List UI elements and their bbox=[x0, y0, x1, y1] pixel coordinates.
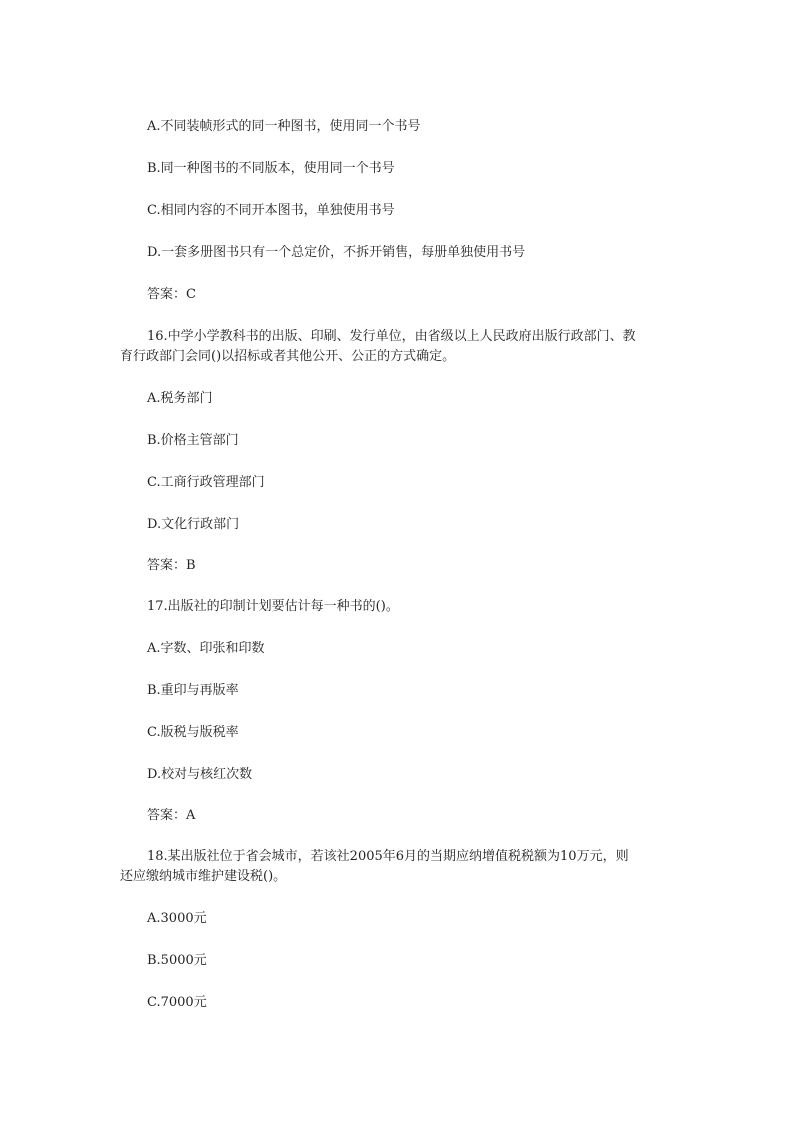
q16-option-b: B.价格主管部门 bbox=[147, 433, 239, 448]
q15-answer: 答案：C bbox=[147, 287, 196, 302]
q17-option-d: D.校对与核红次数 bbox=[147, 767, 253, 782]
q17-option-a: A.字数、印张和印数 bbox=[147, 641, 265, 656]
q18-option-c: C.7000元 bbox=[147, 995, 207, 1010]
q15-option-a: A.不同装帧形式的同一种图书，使用同一个书号 bbox=[147, 119, 421, 134]
q18-stem-line2: 还应缴纳城市维护建设税()。 bbox=[120, 869, 287, 884]
q18-option-a: A.3000元 bbox=[147, 911, 207, 926]
q17-option-c: C.版税与版税率 bbox=[147, 725, 239, 740]
q15-option-d: D.一套多册图书只有一个总定价，不拆开销售，每册单独使用书号 bbox=[147, 245, 526, 260]
q16-stem-line1: 16.中学小学教科书的出版、印刷、发行单位，由省级以上人民政府出版行政部门、教 bbox=[147, 329, 636, 344]
q18-stem-line1: 18.某出版社位于省会城市，若该社2005年6月的当期应纳增值税税额为10万元，则 bbox=[147, 849, 629, 864]
q17-answer: 答案：A bbox=[147, 808, 196, 823]
q17-option-b: B.重印与再版率 bbox=[147, 683, 239, 698]
q15-option-b: B.同一种图书的不同版本，使用同一个书号 bbox=[147, 161, 395, 176]
q17-stem: 17.出版社的印制计划要估计每一种书的()。 bbox=[147, 599, 399, 614]
q16-answer: 答案：B bbox=[147, 558, 196, 573]
q16-option-a: A.税务部门 bbox=[147, 391, 213, 406]
q16-option-c: C.工商行政管理部门 bbox=[147, 475, 265, 490]
q16-option-d: D.文化行政部门 bbox=[147, 517, 240, 532]
q15-option-c: C.相同内容的不同开本图书，单独使用书号 bbox=[147, 203, 395, 218]
q16-stem-line2: 育行政部门会同()以招标或者其他公开、公正的方式确定。 bbox=[120, 349, 456, 364]
q18-option-b: B.5000元 bbox=[147, 953, 207, 968]
